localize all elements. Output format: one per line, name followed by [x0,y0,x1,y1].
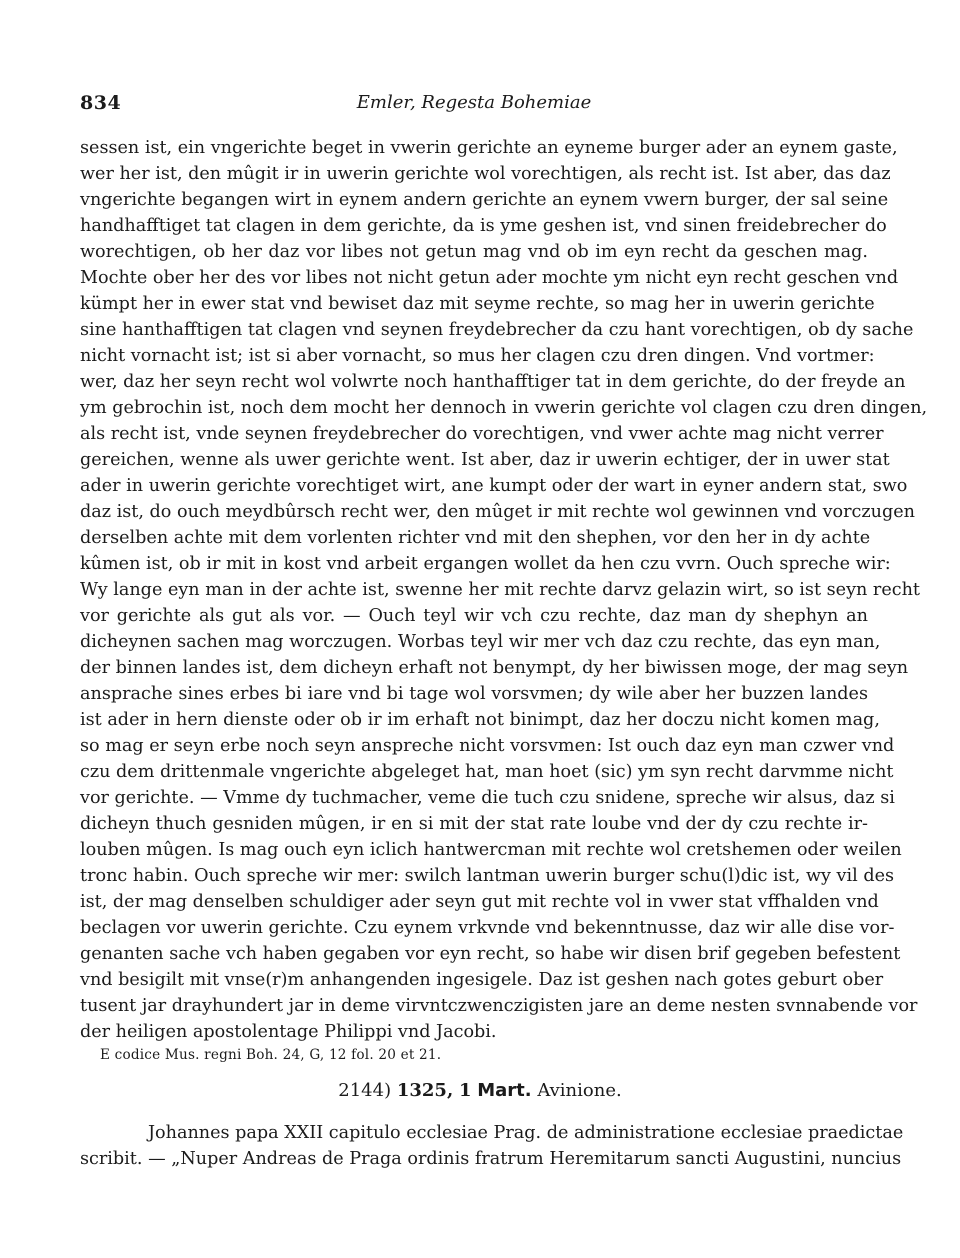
text-line: ym gebrochin ist, noch dem mocht her dennoch in vwerin gerichte vol clagen czu dren dingen, [80,398,928,418]
document-place: Avinione. [537,1080,622,1101]
text-line: ist ader in hern dienste oder ob ir im erhaft not binimpt, daz her doczu nicht komen mag, [80,710,880,730]
text-line: sine hanthafftigen tat clagen vnd seynen freydebrecher da czu hant vorechtigen, ob dy sache [80,320,914,340]
text-line: der binnen landes ist, dem dicheyn erhaft not benympt, dy her biwissen moge, der mag seyn [80,658,909,678]
document-number: 2144) [338,1080,392,1101]
text-line: wer, daz her seyn recht wol volwrte noch hanthafftiger tat in dem gerichte, do der freyde an [80,372,906,392]
text-line: louben mûgen. Is mag ouch eyn iclich hantwercman mit rechte wol cretshemen oder weilen [80,840,902,860]
document-day: 1 [458,1080,472,1101]
summary-line: Johannes papa XXII capitulo ecclesiae Prag. de administratione ecclesiae praedictae [148,1123,904,1143]
text-line: Mochte ober her des vor libes not nicht getun ader mochte ym nicht eyn recht geschen vnd [80,268,899,288]
text-line: handhafftiget tat clagen in dem gerichte, da is yme geshen ist, vnd sinen freidebrecher do [80,216,887,236]
summary-line: scribit. — „Nuper Andreas de Praga ordinis fratrum Heremitarum sancti Augustini, nuncius [80,1149,902,1169]
running-title: Emler, Regesta Bohemiae [356,92,592,113]
page-header [80,92,868,120]
text-line: kümpt her in ewer stat vnd bewiset daz mit seyme rechte, so mag her in uwerin gerichte [80,294,875,314]
document-year: 1325, [396,1080,454,1101]
text-line: ist, der mag denselben schuldiger ader seyn gut mit rechte vol in vwer stat vffhalden vnd [80,892,879,912]
text-line: tusent jar drayhundert jar in deme virvntczwenczigisten jare an deme nesten svnnabende vor [80,996,918,1016]
text-line: tronc habin. Ouch spreche wir mer: swilch lantman uwerin burger schu(l)dic ist, wy vil des [80,866,895,886]
text-line: nicht vornacht ist; ist si aber vornacht, so mus her clagen czu dren dingen. Vnd vortmer: [80,346,875,366]
text-line: sessen ist, ein vngerichte beget in vwerin gerichte an eyneme burger ader an eynem gaste, [80,138,898,158]
text-line: ader in uwerin gerichte vorechtiget wirt, ane kumpt oder der wart in eyner andern stat, swo [80,476,908,496]
text-line: vnd besigilt mit vnse(r)m anhangenden ingesigele. Daz ist geshen nach gotes geburt ober [80,970,884,990]
text-line: czu dem drittenmale vngerichte abgeleget hat, man hoet (sic) ym syn recht darvmme nicht [80,762,894,782]
text-line: vngerichte begangen wirt in eynem andern gerichte an eynem vwern burger, der sal seine [80,190,889,210]
text-line: als recht ist, vnde seynen freydebrecher do vorechtigen, vnd vwer achte mag nicht verrer [80,424,884,444]
text-line: worechtigen, ob her daz vor libes not getun mag vnd ob im eyn recht da geschen mag. [80,242,868,262]
text-line: ansprache sines erbes bi iare vnd bi tage wol vorsvmen; dy wile aber her buzzen landes [80,684,868,704]
text-line: genanten sache vch haben gegaben vor eyn recht, so habe wir disen brif gegeben befestent [80,944,901,964]
text-line-last: der heiligen apostolentage Philippi vnd Jacobi. [80,1022,497,1042]
text-line: dicheyn thuch gesniden mûgen, ir en si mit der stat rate loube vnd der dy czu rechte ir- [80,814,868,834]
text-line: so mag er seyn erbe noch seyn anspreche nicht vorsvmen: Ist ouch daz eyn man czwer vnd [80,736,895,756]
text-line: daz ist, do ouch meydbûrsch recht wer, den mûget ir mit rechte wol gewinnen vnd vorczugen [80,502,915,522]
text-line: beclagen vor uwerin gerichte. Czu eynem vrkvnde vnd bekenntnusse, daz wir alle dise vor- [80,918,895,938]
text-line: vor gerichte. — Vmme dy tuchmacher, veme die tuch czu snidene, spreche wir alsus, daz si [80,788,895,808]
source-note: E codice Mus. regni Boh. 24, G, 12 fol. 20 et 21. [100,1047,442,1063]
text-line: Wy lange eyn man in der achte ist, swenne her mit rechte darvz gelazin wirt, so ist seyn recht [80,580,921,600]
text-line: derselben achte mit dem vorlenten richter vnd mit den shephen, vor den her in dy achte [80,528,871,548]
document-month: Mart. [477,1080,532,1101]
text-line: dicheynen sachen mag worczugen. Worbas teyl wir mer vch daz czu rechte, das eyn man, [80,632,881,652]
document-heading [0,1080,960,1101]
text-line: wer her ist, den mûgit ir in uwerin gerichte wol vorechtigen, als recht ist. Ist aber, das daz [80,164,891,184]
page-number: 834 [80,92,122,114]
text-line: kûmen ist, ob ir mit in kost vnd arbeit ergangen wollet da hen czu vvrn. Ouch spreche wir: [80,554,891,574]
text-line: vor gerichte als gut als vor. — Ouch teyl wir vch czu rechte, daz man dy shephyn an [80,606,868,626]
text-line: gereichen, wenne als uwer gerichte went. Ist aber, daz ir uwerin echtiger, der in uwer stat [80,450,890,470]
